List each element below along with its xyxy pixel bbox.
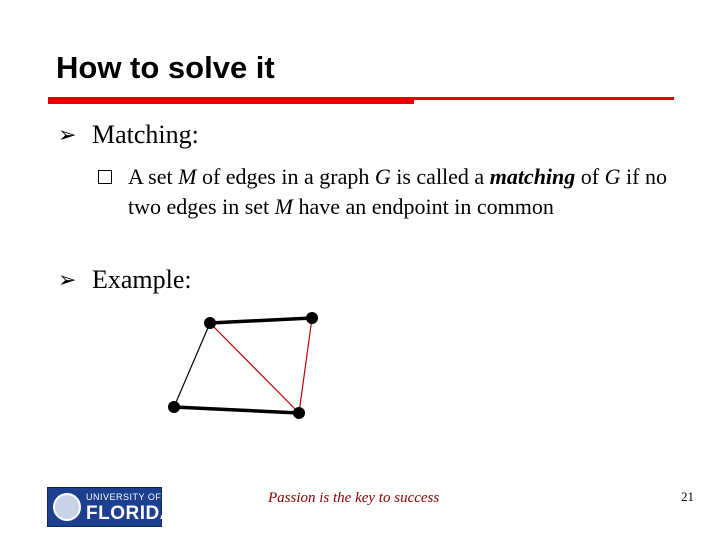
graph-edge-diagonal [210,323,299,413]
page-number: 21 [681,489,694,504]
bullet-example: Example: [92,265,192,294]
footer-motto: Passion is the key to success [268,490,440,506]
logo-text-line2: FLORIDA [86,503,174,524]
graph-vertex [168,401,180,413]
graph-edge [174,323,210,407]
graph-vertex [306,312,318,324]
matching-definition: A set M of edges in a graph G is called a matching of G if no two edges in set M have an endpoint in common [128,164,667,219]
graph-edge-matched [174,407,299,413]
graph-edge [299,318,312,413]
graph-vertex [204,317,216,329]
title-underline-thick [48,97,414,104]
example-graph [160,305,330,425]
slide-title: How to solve it [56,50,275,85]
seal-icon [53,493,81,521]
bullet-matching: Matching: [92,120,199,149]
graph-edge-matched [210,318,312,323]
arrow-bullet-icon: ➢ [58,267,77,292]
graph-vertex [293,407,305,419]
checkbox-bullet-icon [98,170,112,184]
university-logo [47,487,174,527]
arrow-bullet-icon: ➢ [58,122,77,147]
title-underline-thin [414,97,674,100]
logo-text-line1: UNIVERSITY OF [86,492,162,502]
